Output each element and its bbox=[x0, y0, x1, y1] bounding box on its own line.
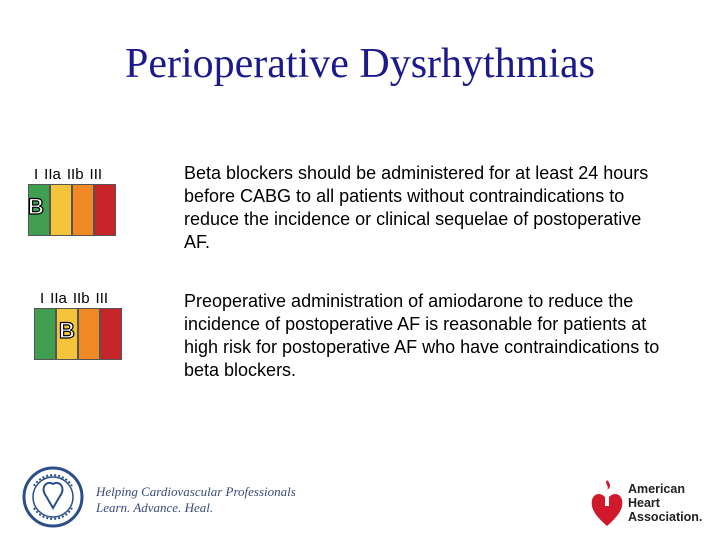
acc-tagline-line1: Helping Cardiovascular Professionals bbox=[96, 484, 296, 499]
class-label-iia: IIa bbox=[50, 290, 67, 307]
class-label-i: I bbox=[40, 290, 45, 307]
class-iib-segment bbox=[72, 184, 94, 236]
class-label-iii: III bbox=[95, 290, 109, 307]
page-title: Perioperative Dysrhythmias bbox=[124, 41, 596, 87]
aha-line1: American bbox=[628, 482, 685, 496]
class-labels-2 bbox=[40, 290, 114, 307]
class-label-i: I bbox=[34, 166, 39, 183]
aha-line3: Association. bbox=[628, 510, 703, 524]
class-iii-segment bbox=[94, 184, 116, 236]
class-indicator-bar-2 bbox=[34, 308, 122, 360]
aha-heart-torch-icon bbox=[588, 480, 626, 530]
class-iii-segment bbox=[100, 308, 122, 360]
class-label-iia: IIa bbox=[44, 166, 61, 183]
acc-tagline-line2: Learn. Advance. Heal. bbox=[96, 500, 214, 515]
level-of-evidence-badge: B bbox=[59, 318, 75, 343]
recommendation-text: Preoperative administration of amiodarone to reduce the incidence of postoperative AF is reasonable for patients at high risk for postoperative AF who have contraindications to beta blockers. bbox=[184, 291, 660, 380]
recommendation-text: Beta blockers should be administered for at least 24 hours before CABG to all patients without contraindications to reduce the incidence or clinical sequelae of postoperative AF. bbox=[184, 163, 649, 252]
class-iia-segment bbox=[50, 184, 72, 236]
class-label-iib: IIb bbox=[72, 290, 90, 307]
class-iib-segment bbox=[78, 308, 100, 360]
aha-wordmark bbox=[628, 482, 702, 524]
acc-seal-icon bbox=[22, 466, 84, 528]
class-labels-1 bbox=[34, 166, 108, 183]
level-of-evidence-badge: B bbox=[28, 194, 44, 219]
acc-tagline bbox=[96, 484, 296, 516]
aha-line2: Heart bbox=[628, 496, 660, 510]
class-i-segment bbox=[34, 308, 56, 360]
class-label-iib: IIb bbox=[66, 166, 84, 183]
class-label-iii: III bbox=[89, 166, 103, 183]
